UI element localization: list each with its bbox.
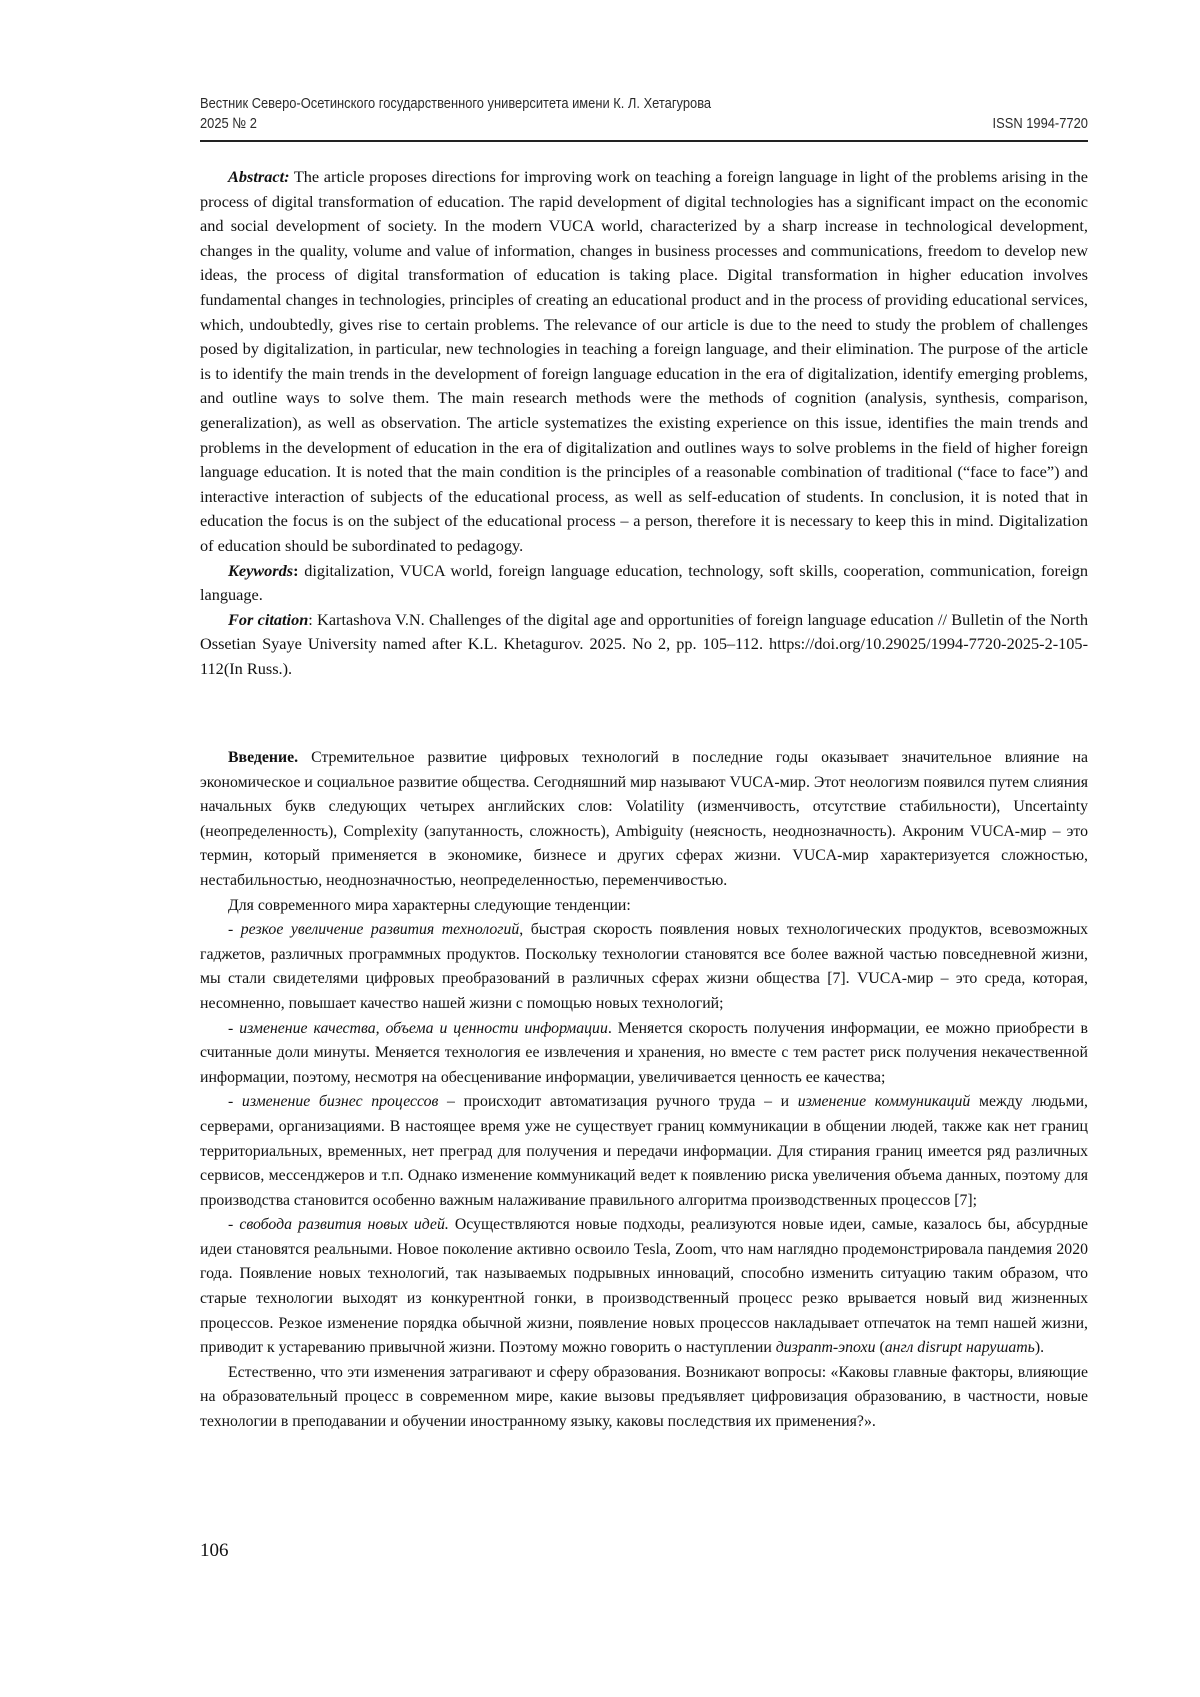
keywords-label: Keywords <box>228 560 294 580</box>
list-dash: - <box>228 921 241 939</box>
page-number: 106 <box>200 1540 229 1561</box>
trend-item-1 <box>200 918 1088 1016</box>
trend-2-text: . Меняется скорость получения информации, ее можно приобрести в считанные доли минуты. Меняется технология ее извлечения и хранения, но вместе с тем растет риск получения некачественной информации, поэтому, несмотря на обесценивание информации, увеличивается ценность ее качества; <box>200 1019 1088 1086</box>
abstract-text: The article proposes directions for improving work on teaching a foreign language in light of the problems arising in the process of digital transformation of education. The rapid development of digital technologies has a significant impact on the economic and social development of society. In the modern VUCA world, characterized by a sharp increase in technological development, changes in the quality, volume and value of information, changes in business processes and communications, freedom to develop new ideas, the process of digital transformation of education is taking place. Digital transformation in higher education involves fundamental changes in technologies, principles of creating an educational product and in the process of providing educational services, which, undoubtedly, gives rise to certain problems. The relevance of our article is due to the need to study the problem of challenges posed by digitalization, in particular, new technologies in teaching a foreign language, and their elimination. The purpose of the article is to identify the main trends in the development of foreign language education in the era of digitalization, identify emerging problems, and outline ways to solve them. The main research methods were the methods of cognition (analysis, synthesis, comparison, generalization), as well as observation. The article systematizes the existing experience on this issue, identifies the main trends and problems in the development of education in the era of digitalization and outlines ways to solve problems in the field of higher foreign language education. It is noted that the main condition is the principles of a reasonable combination of traditional (“face to face”) and interactive interaction of subjects of the educational process, as well as self-education of students. In conclusion, it is noted that in education the focus is on the subject of the educational process – a person, therefore it is necessary to keep this in mind. Digitalization of education should be subordinated to pedagogy. <box>200 167 1088 555</box>
paren-open: ( <box>875 1339 885 1357</box>
citation-label: For citation <box>228 609 309 629</box>
list-dash: - <box>228 1093 242 1111</box>
paren-close: ). <box>1034 1339 1045 1357</box>
trend-item-4 <box>200 1213 1088 1361</box>
header-rule <box>200 140 1088 142</box>
list-dash: - <box>228 1019 240 1037</box>
citation-text: : Kartashova V.N. Challenges of the digital age and opportunities of foreign language education // Bulletin of the North Ossetian Syaye University named after K.L. Khetagurov. 2025. No 2, pp. 105–112. https://doi.org/10.29025/1994-7720-2025-2-105-112(In Russ.). <box>200 609 1088 678</box>
trend-item-3 <box>200 1090 1088 1213</box>
keywords-colon: : <box>293 560 299 580</box>
trend-3-connector: – происходит автоматизация ручного труда – и <box>438 1093 798 1111</box>
trend-4-text: Осуществляются новые подходы, реализуются новые идеи, самые, казалось бы, абсурдные идеи становятся реальными. Новое поколение активно освоило Tesla, Zoom, что нам наглядно продемонстрировала пандемия 2020 года. Появление новых технологий, так называемых подрывных инноваций, способно изменить ситуацию таким образом, что старые технологии выходят из конкурентной гонки, в производственный процесс резко врывается новый вид жизненных процессов. Резкое изменение порядка обычной жизни, появление новых процессов накладывает отпечаток на темп нашей жизни, приводит к устареванию привычной жизни. Поэтому можно говорить о наступлении <box>200 1216 1088 1357</box>
intro-paragraph-1 <box>200 746 1088 894</box>
english-summary <box>200 165 1088 681</box>
keywords-text: digitalization, VUCA world, foreign language education, technology, soft skills, cooperation, communication, foreign language. <box>200 560 1088 605</box>
abstract-paragraph <box>200 165 1088 559</box>
running-header <box>200 94 1088 134</box>
intro-paragraph-2: Для современного мира характерны следующие тенденции: <box>228 896 631 914</box>
trend-1-text: , быстрая скорость появления новых технологических продуктов, всевозможных гаджетов, различных программных продуктов. Поскольку технологии становятся все более важной частью повседневной жизни, мы стали свидетелями цифровых преобразований в различных сферах жизни общества [7]. VUCA-мир – это среда, которая, несомненно, повышает качество нашей жизни с помощью новых технологий; <box>200 921 1088 1012</box>
intro-heading: Введение. <box>228 749 299 766</box>
citation-paragraph <box>200 608 1088 682</box>
disrupt-era-term: дизрапт-эпохи <box>775 1339 876 1357</box>
introduction-section <box>200 746 1088 1435</box>
trend-3-text: между людьми, серверами, организациями. В настоящее время уже не существует границ коммуникации в общении людей, также как нет границ территориальных, временных, нет преград для получения и передачи информации. Для стирания границ имеется ряд различных сервисов, мессенджеров и т.п. Однако изменение коммуникаций ведет к появлению риска увеличения объема данных, поэтому для производства становится особенно важным налаживание правильного алгоритма производственных процессов [7]; <box>200 1093 1089 1209</box>
intro-paragraph-last: Естественно, что эти изменения затрагивают и сферу образования. Возникают вопросы: «Каковы главные факторы, влияющие на образовательный процесс в современном мире, какие вызовы предъявляет цифровизация образованию, в частности, новые технологии в преподавании и обучении иностранному языку, каковы последствия их применения?». <box>200 1363 1088 1431</box>
trend-item-2 <box>200 1017 1088 1091</box>
trend-4-title: свобода развития новых идей. <box>239 1216 449 1234</box>
issue-number: 2025 № 2 <box>200 115 257 132</box>
abstract-label: Abstract: <box>228 167 290 186</box>
journal-title: Вестник Северо-Осетинского государственного университета имени К. Л. Хетагурова <box>200 95 712 112</box>
trend-2-title: изменение качества, объема и ценности информации <box>239 1019 608 1037</box>
trend-3-title-2: изменение коммуникаций <box>797 1093 971 1111</box>
keywords-paragraph <box>200 559 1088 608</box>
issn: ISSN 1994-7720 <box>992 115 1088 132</box>
trend-3-title: изменение бизнес процессов <box>241 1093 439 1111</box>
intro-text-1: Стремительное развитие цифровых технологий в последние годы оказывает значительное влияние на экономическое и социальное развитие общества. Сегодняшний мир называют VUCA-мир. Этот неологизм появился путем слияния начальных букв следующих четырех английских слов: Volatility (изменчивость, отсутствие стабильности), Uncertainty (неопределенность), Complexity (запутанность, сложность), Ambiguity (неясность, неоднозначность). Акроним VUCA-мир – это термин, который применяется в экономике, бизнесе и других сферах жизни. VUCA-мир характеризуется сложностью, нестабильностью, неоднозначностью, неопределенностью, переменчивостью. <box>200 749 1088 889</box>
disrupt-gloss: англ disrupt нарушать <box>884 1339 1035 1357</box>
list-dash: - <box>228 1216 240 1234</box>
trend-1-title: резкое увеличение развития технологий <box>240 921 520 939</box>
